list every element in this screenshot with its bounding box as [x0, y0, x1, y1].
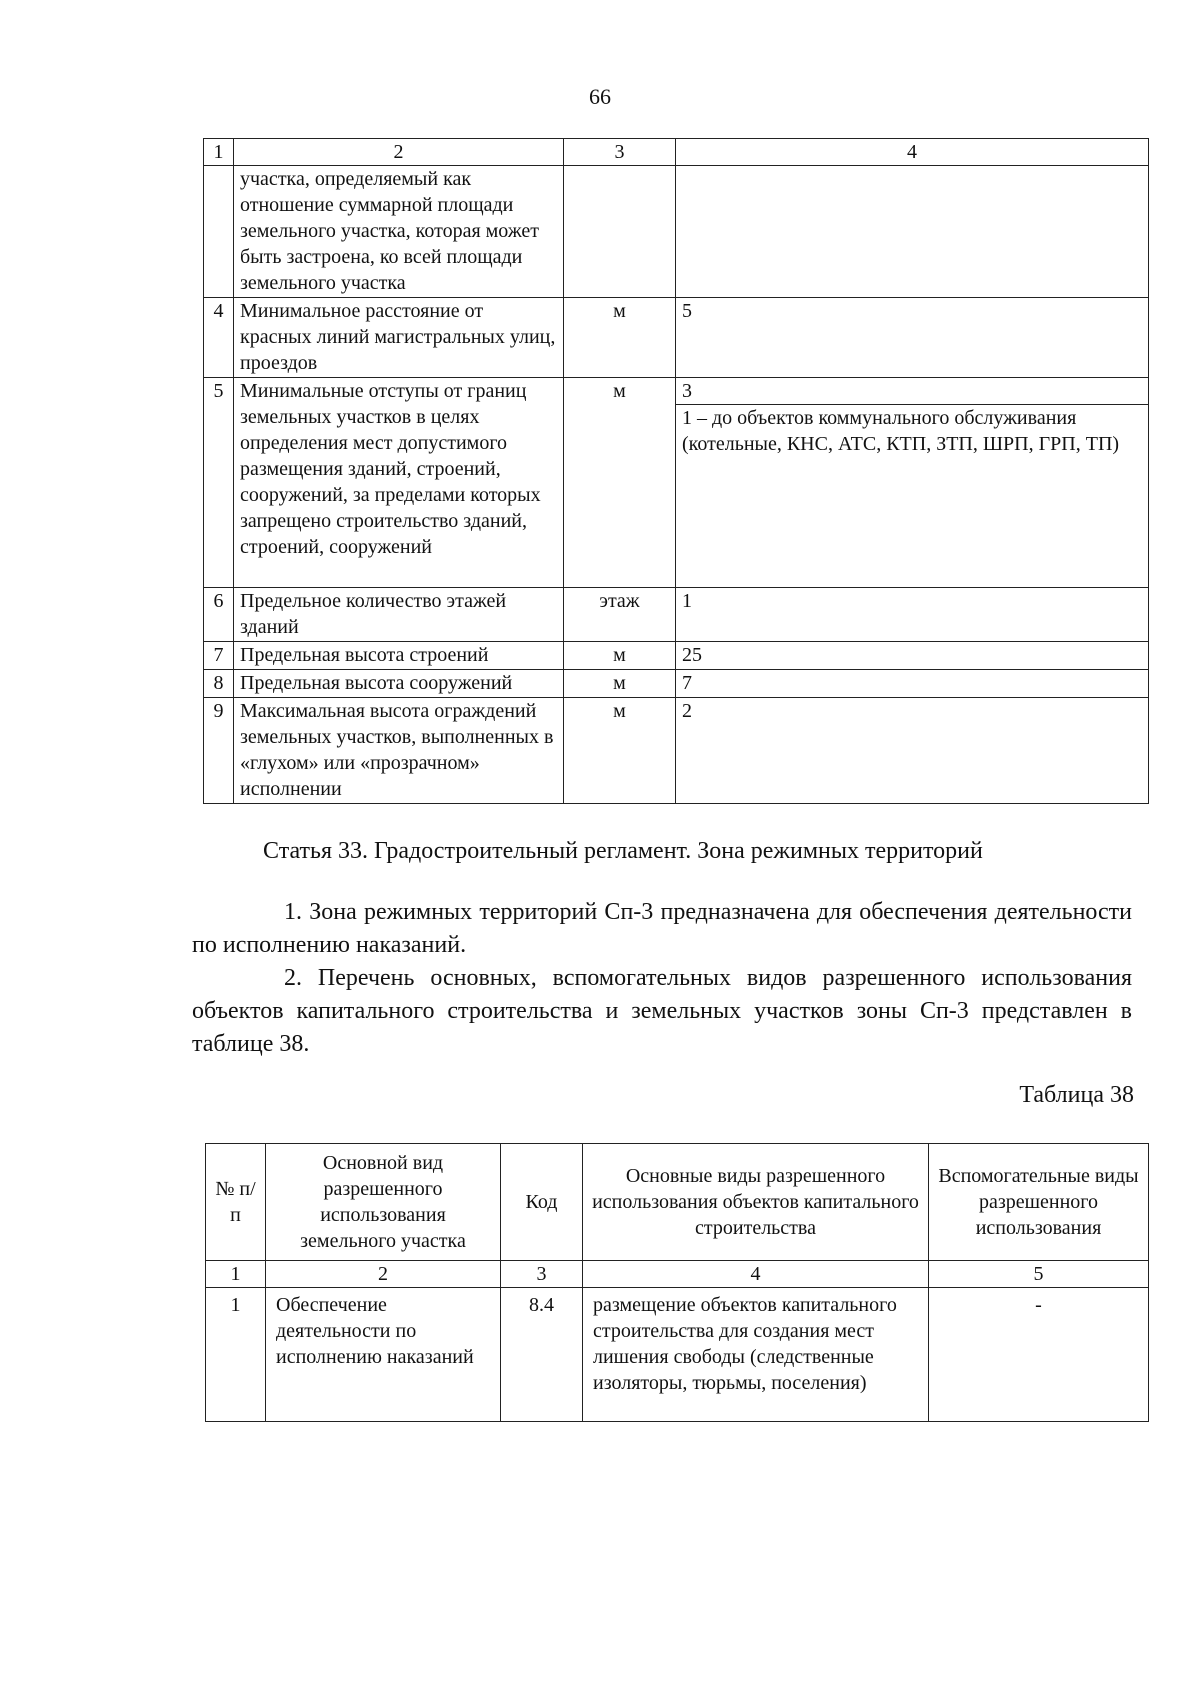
column-number-row: [206, 1261, 1149, 1288]
table-row: [204, 642, 1149, 670]
column-number: 2: [266, 1261, 501, 1288]
header-cell: 4: [676, 139, 1149, 166]
unit: [564, 166, 676, 298]
value-note: 1 – до объектов коммунального обслуживания (котельные, КНС, АТС, КТП, ЗТП, ШРП, ГРП, ТП): [682, 407, 1120, 455]
table-row: [204, 298, 1149, 378]
unit: м: [564, 298, 676, 378]
parameter-name: Минимальное расстояние от красных линий магистральных улиц, проездов: [234, 298, 564, 378]
parameter-name: Максимальная высота ограждений земельных участков, выполненных в «глухом» или «прозрачном» исполнении: [234, 698, 564, 804]
column-number: 1: [206, 1261, 266, 1288]
table-row: [204, 378, 1149, 588]
row-number: 6: [204, 588, 234, 642]
header-cell: Вспомогательные виды разрешенного использования: [929, 1144, 1149, 1261]
permitted-use-table: [205, 1143, 1149, 1422]
header-cell: № п/п: [206, 1144, 266, 1261]
table-row: [204, 698, 1149, 804]
header-cell: 1: [204, 139, 234, 166]
paragraph-text: 2. Перечень основных, вспомогательных видов разрешенного использования объектов капитального строительства и земельных участков зоны Сп-3 представлен в таблице 38.: [192, 965, 1132, 1057]
paragraph: [192, 962, 1132, 1061]
article-title: Статья 33. Градостроительный регламент. Зона режимных территорий: [263, 838, 983, 864]
value: 3: [676, 378, 1148, 405]
table-header-row: [204, 139, 1149, 166]
column-number: 3: [501, 1261, 583, 1288]
row-number: 8: [204, 670, 234, 698]
value: 1: [676, 588, 1149, 642]
value: 2: [676, 698, 1149, 804]
table-row: [204, 670, 1149, 698]
table-row: [204, 588, 1149, 642]
table-label: Таблица 38: [1019, 1082, 1134, 1108]
use-code: 8.4: [501, 1288, 583, 1422]
unit: м: [564, 670, 676, 698]
unit: этаж: [564, 588, 676, 642]
unit: м: [564, 698, 676, 804]
parameter-name: Предельная высота сооружений: [234, 670, 564, 698]
value-cell: [676, 378, 1149, 588]
table-row: [206, 1288, 1149, 1422]
header-cell: Основные виды разрешенного использования объектов капитального строительства: [583, 1144, 929, 1261]
column-number: 5: [929, 1261, 1149, 1288]
row-number: 4: [204, 298, 234, 378]
row-number: 5: [204, 378, 234, 588]
paragraph-text: 1. Зона режимных территорий Сп-3 предназначена для обеспечения деятельности по исполнению наказаний.: [192, 899, 1132, 958]
header-cell: 2: [234, 139, 564, 166]
regulation-parameters-table: [203, 138, 1149, 804]
header-cell: Код: [501, 1144, 583, 1261]
paragraph: [192, 896, 1132, 962]
row-number: [204, 166, 234, 298]
value: 25: [676, 642, 1149, 670]
row-number: 7: [204, 642, 234, 670]
header-cell: 3: [564, 139, 676, 166]
capital-construction-use: размещение объектов капитального строительства для создания мест лишения свободы (следственные изоляторы, тюрьмы, поселения): [583, 1288, 929, 1422]
unit: м: [564, 378, 676, 588]
parameter-name: Предельное количество этажей зданий: [234, 588, 564, 642]
value: 7: [676, 670, 1149, 698]
table-row: [204, 166, 1149, 298]
column-number: 4: [583, 1261, 929, 1288]
value: 5: [676, 298, 1149, 378]
parameter-name: Предельная высота строений: [234, 642, 564, 670]
unit: м: [564, 642, 676, 670]
row-number: 1: [206, 1288, 266, 1422]
row-number: 9: [204, 698, 234, 804]
header-cell: Основной вид разрешенного использования земельного участка: [266, 1144, 501, 1261]
auxiliary-use: -: [929, 1288, 1149, 1422]
table-header-row: [206, 1144, 1149, 1261]
page-number: 66: [589, 84, 611, 109]
parameter-name: участка, определяемый как отношение суммарной площади земельного участка, которая может быть застроена, ко всей площади земельного участка: [234, 166, 564, 298]
main-use: Обеспечение деятельности по исполнению наказаний: [266, 1288, 501, 1422]
value: [676, 166, 1149, 298]
parameter-name: Минимальные отступы от границ земельных участков в целях определения мест допустимого размещения зданий, строений, сооружений, за пределами которых запрещено строительство зданий, строений, сооружений: [234, 378, 564, 588]
